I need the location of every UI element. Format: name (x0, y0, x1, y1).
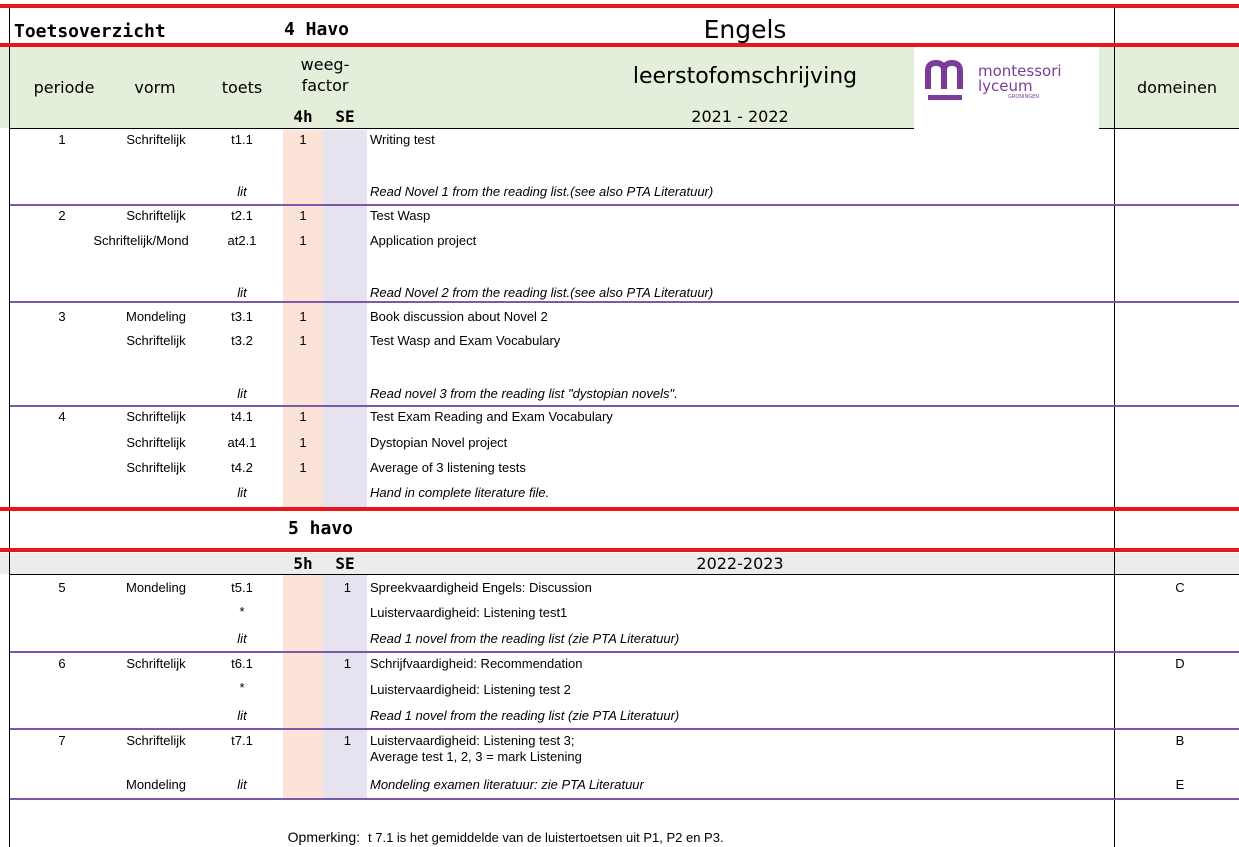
cell-vorm: Mondeling (126, 777, 186, 792)
col-weight-se: SE (335, 107, 355, 126)
cell-desc: Mondeling examen literatuur: zie PTA Literatuur (370, 777, 644, 792)
cell-desc: Dystopian Novel project (370, 435, 508, 450)
cell-weight: 1 (299, 208, 307, 223)
cell-periode: 3 (58, 309, 66, 324)
cell-toets: * (239, 604, 245, 619)
col-periode: periode (33, 78, 95, 97)
school-logo-line2: lyceum (978, 77, 1033, 95)
cell-desc: Read Novel 2 from the reading list.(see also PTA Literatuur) (370, 285, 714, 300)
col-weight-se5: SE (335, 554, 355, 573)
red-rule-top (0, 4, 1239, 8)
cell-toets: lit (237, 184, 247, 199)
cell-toets: at2.1 (227, 233, 257, 248)
cell-periode: 6 (58, 656, 66, 671)
cell-periode: 2 (58, 208, 66, 223)
cell-desc: Read 1 novel from the reading list (zie PTA Literatuur) (370, 631, 680, 646)
weight-se5-column-band (323, 574, 367, 799)
cell-toets: t1.1 (231, 132, 253, 147)
school-logo-line3: GRONINGEN (1008, 94, 1040, 100)
period-divider (10, 301, 1239, 303)
cell-desc: Application project (370, 233, 477, 248)
cell-toets: lit (237, 285, 247, 300)
cell-desc: Luistervaardigheid: Listening test 3; (370, 733, 575, 748)
col-toets: toets (221, 78, 263, 97)
cell-vorm: Mondeling (126, 580, 186, 595)
note-label: Opmerking: (287, 829, 360, 845)
cell-weight: 1 (299, 435, 307, 450)
cell-toets: * (239, 680, 245, 695)
cell-weight: 1 (299, 333, 307, 348)
red-rule-section5 (0, 548, 1239, 552)
cell-desc: Book discussion about Novel 2 (370, 309, 548, 324)
cell-weight: 1 (299, 309, 307, 324)
weight-5h-column-band (283, 574, 323, 799)
weight-se-column-band (323, 130, 367, 508)
cell-desc: Test Wasp (370, 208, 431, 223)
cell-toets: t3.2 (231, 333, 253, 348)
period-divider (10, 651, 1239, 653)
cell-vorm: Schriftelijk (126, 733, 186, 748)
section5-title: 5 havo (288, 518, 354, 539)
cell-toets: t5.1 (231, 580, 253, 595)
cell-periode: 7 (58, 733, 66, 748)
col-weeg-line1: weeg- (300, 55, 350, 74)
cell-desc: Luistervaardigheid: Listening test 2 (370, 682, 571, 697)
period-divider (10, 798, 1239, 800)
period-divider (10, 728, 1239, 730)
cell-toets: t4.1 (231, 409, 253, 424)
cell-vorm: Schriftelijk/Mond (93, 233, 189, 248)
cell-desc: Test Exam Reading and Exam Vocabulary (370, 409, 613, 424)
cell-se-weight: 1 (343, 733, 351, 748)
cell-toets: t2.1 (231, 208, 253, 223)
cell-weight: 1 (299, 409, 307, 424)
cell-toets: lit (237, 708, 247, 723)
col-weight-4h: 4h (293, 107, 313, 126)
cell-vorm: Schriftelijk (126, 409, 186, 424)
cell-domein: D (1175, 656, 1185, 671)
cell-toets: lit (237, 485, 247, 500)
cell-desc: Read novel 3 from the reading list "dystopian novels". (370, 386, 678, 401)
cell-se-weight: 1 (343, 580, 351, 595)
col-weight-5h: 5h (293, 554, 313, 573)
cell-desc: Read Novel 1 from the reading list.(see also PTA Literatuur) (370, 184, 714, 199)
cell-toets: lit (237, 777, 247, 792)
cell-periode: 4 (58, 409, 66, 424)
cell-toets: t4.2 (231, 460, 253, 475)
cell-vorm: Schriftelijk (126, 460, 186, 475)
cell-desc: Average of 3 listening tests (370, 460, 526, 475)
cell-weight: 1 (299, 233, 307, 248)
cell-desc: Writing test (370, 132, 435, 147)
school-logo (914, 47, 1099, 129)
cell-toets: lit (237, 631, 247, 646)
cell-vorm: Schriftelijk (126, 333, 186, 348)
cell-desc: Hand in complete literature file. (370, 485, 550, 500)
cell-domein: B (1175, 733, 1185, 748)
cell-weight: 1 (299, 460, 307, 475)
cell-desc: Test Wasp and Exam Vocabulary (370, 333, 561, 348)
section5-header-band (0, 553, 1239, 574)
cell-desc: Spreekvaardigheid Engels: Discussion (370, 580, 592, 595)
cell-toets: at4.1 (227, 435, 257, 450)
cell-desc: Average test 1, 2, 3 = mark Listening (370, 749, 582, 764)
cell-toets: t3.1 (231, 309, 253, 324)
period-divider (10, 405, 1239, 407)
cell-desc: Luistervaardigheid: Listening test1 (370, 605, 568, 620)
level-title: 4 Havo (284, 19, 350, 40)
left-border (9, 4, 10, 847)
subject-title: Engels (703, 15, 787, 44)
cell-vorm: Schriftelijk (126, 435, 186, 450)
cell-se-weight: 1 (343, 656, 351, 671)
school-logo-mark-icon (924, 59, 968, 105)
cell-toets: t7.1 (231, 733, 253, 748)
cell-weight: 1 (299, 132, 307, 147)
col-vorm: vorm (134, 78, 176, 97)
red-rule-section-end (0, 507, 1239, 511)
cell-domein: C (1175, 580, 1185, 595)
domeinen-divider (1114, 4, 1115, 847)
school-year-5: 2022-2023 (696, 554, 784, 573)
cell-vorm: Schriftelijk (126, 208, 186, 223)
cell-vorm: Schriftelijk (126, 132, 186, 147)
sheet-title: Toetsoverzicht (14, 21, 166, 42)
cell-desc: Schrijfvaardigheid: Recommendation (370, 656, 583, 671)
school-logo-line1: montessori (978, 62, 1062, 80)
col-weeg-line2: factor (301, 76, 349, 95)
school-year-4: 2021 - 2022 (691, 107, 789, 126)
note-text: t 7.1 is het gemiddelde van de luistertoetsen uit P1, P2 en P3. (368, 830, 724, 845)
cell-toets: lit (237, 386, 247, 401)
section5-divider (10, 574, 1239, 575)
cell-periode: 5 (58, 580, 66, 595)
cell-toets: t6.1 (231, 656, 253, 671)
cell-domein: E (1175, 777, 1185, 792)
period-divider (10, 204, 1239, 206)
cell-desc: Read 1 novel from the reading list (zie PTA Literatuur) (370, 708, 680, 723)
cell-vorm: Schriftelijk (126, 656, 186, 671)
cell-vorm: Mondeling (126, 309, 186, 324)
col-leerstofomschrijving: leerstofomschrijving (632, 64, 858, 89)
cell-periode: 1 (58, 132, 66, 147)
col-domeinen: domeinen (1137, 78, 1217, 97)
